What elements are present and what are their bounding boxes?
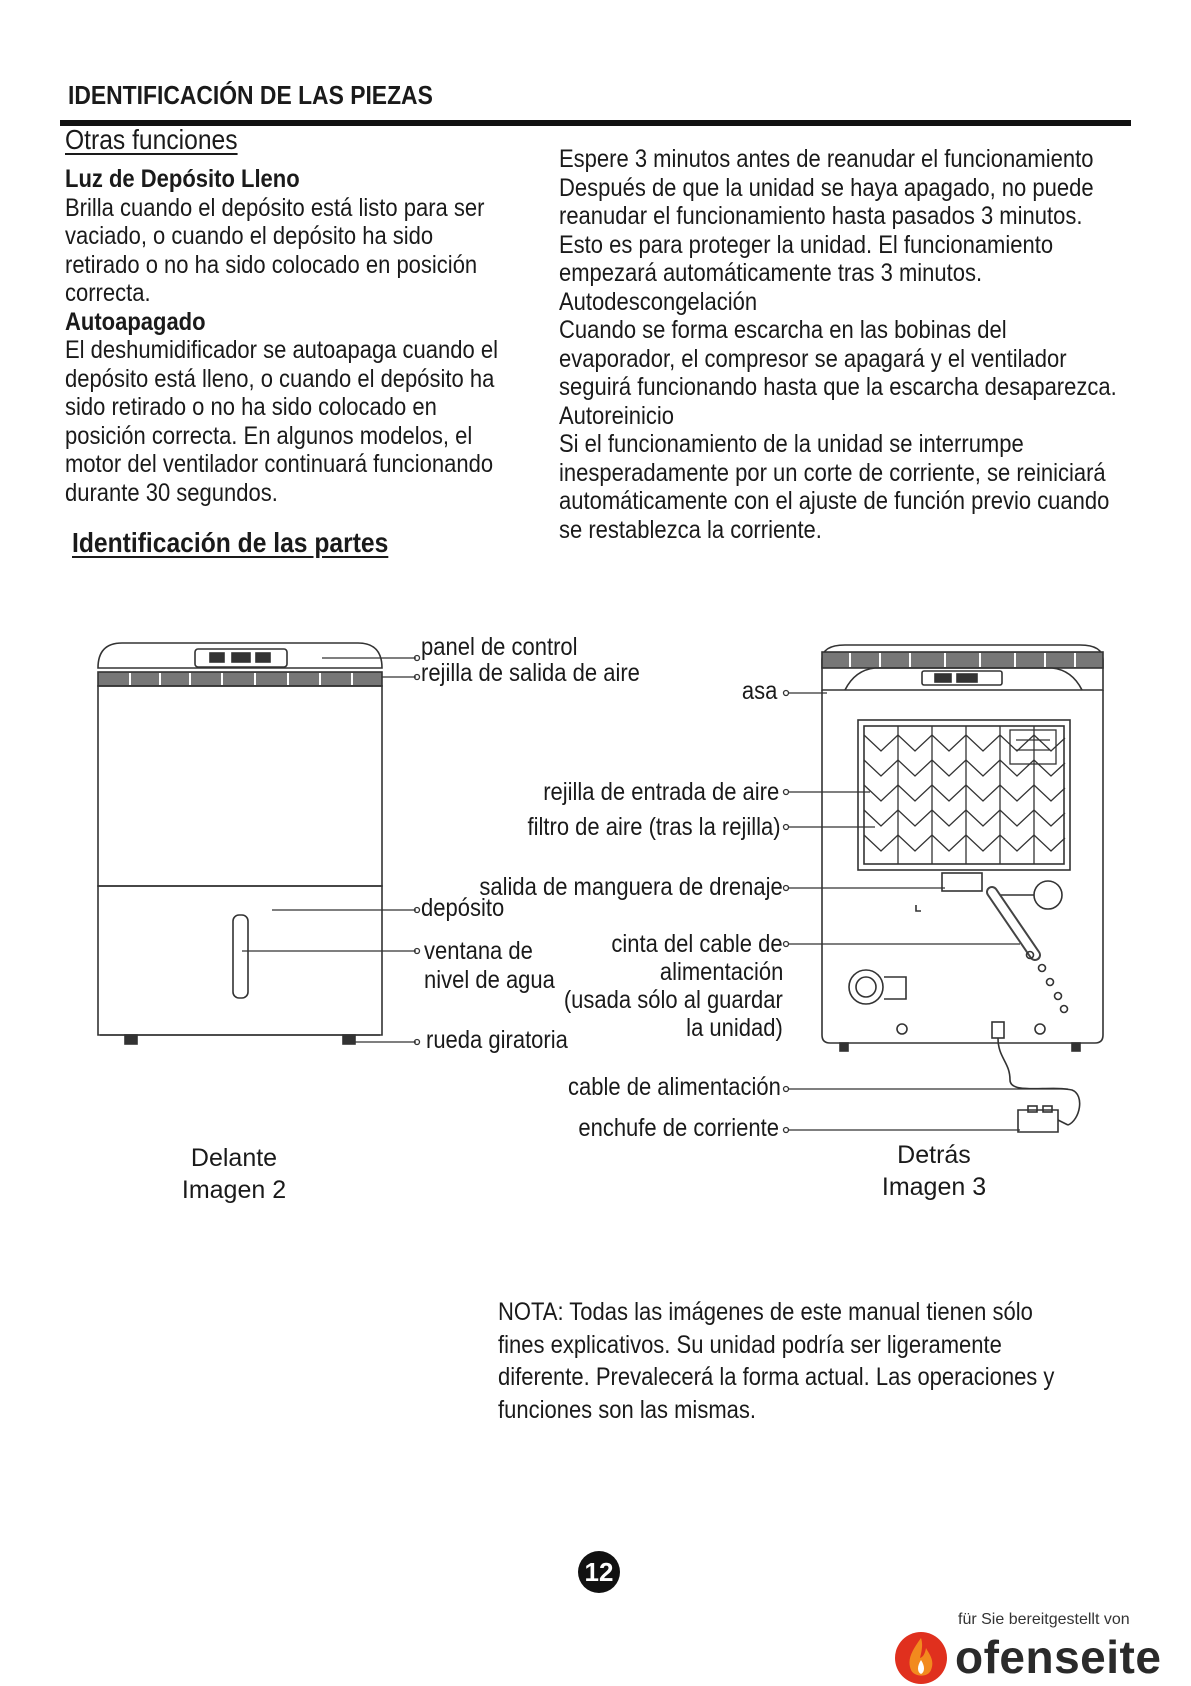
caption-back-line2: Imagen 3 xyxy=(881,1173,987,1201)
text-line: Brilla cuando el depósito está listo para ser xyxy=(65,193,485,222)
label-rejilla-entrada-aire: rejilla de entrada de aire xyxy=(542,778,779,806)
text-line: motor del ventilador continuará funcionando xyxy=(65,450,494,478)
note-line: fines explicativos. Su unidad podría ser ligeramente xyxy=(498,1330,1002,1359)
subheading-autoapagado: Autoapagado xyxy=(65,307,206,336)
text-line: posición correcta. En algunos modelos, el xyxy=(65,421,473,450)
caption-front-line1: Delante xyxy=(190,1144,278,1172)
flame-icon xyxy=(893,1630,949,1686)
brand-logo-text: ofenseite xyxy=(955,1631,1162,1683)
text-line: inesperadamente por un corte de corriente, se reiniciará xyxy=(559,458,1106,487)
text-line: El deshumidificador se autoapaga cuando el xyxy=(65,336,498,364)
front-dehumidifier-drawing xyxy=(98,643,382,1044)
text-line: sido retirado o no ha sido colocado en xyxy=(65,393,437,421)
text-line: vaciado, o cuando el depósito ha sido xyxy=(65,222,434,250)
text-line: Después de que la unidad se haya apagado, no puede xyxy=(559,173,1094,202)
text-line: Autodescongelación xyxy=(559,287,758,316)
text-line: automáticamente con el ajuste de función previo cuando xyxy=(559,487,1110,515)
label-deposito: depósito xyxy=(421,894,505,922)
text-line: empezará automáticamente tras 3 minutos. xyxy=(559,259,983,287)
label-rejilla-salida-aire: rejilla de salida de aire xyxy=(421,659,640,687)
text-line: Si el funcionamiento de la unidad se interrumpe xyxy=(559,430,1024,458)
label-asa: asa xyxy=(741,677,777,705)
label-panel-de-control: panel de control xyxy=(421,633,578,661)
note-line: diferente. Prevalecerá la forma actual. Las operaciones y xyxy=(498,1363,1055,1391)
note-line: NOTA: Todas las imágenes de este manual tienen sólo xyxy=(498,1298,1033,1326)
note-paragraph xyxy=(498,1296,1054,1426)
label-rueda-giratoria: rueda giratoria xyxy=(426,1026,568,1054)
text-line: reanudar el funcionamiento hasta pasados 3 minutos. xyxy=(559,202,1083,230)
section-title-identificacion-partes: Identificación de las partes xyxy=(72,527,389,558)
label-cable-alimentacion: cable de alimentación xyxy=(568,1073,781,1101)
label-enchufe: enchufe de corriente xyxy=(578,1114,779,1142)
subheading-luz-deposito: Luz de Depósito Lleno xyxy=(65,165,300,193)
label-cinta-cable-2: alimentación xyxy=(659,958,783,986)
text-line: evaporador, el compresor se apagará y el ventilador xyxy=(559,344,1067,373)
note-line: funciones son las mismas. xyxy=(498,1395,757,1424)
label-cinta-cable-1: cinta del cable de xyxy=(611,930,783,958)
text-line: depósito está lleno, o cuando el depósito ha xyxy=(65,364,495,393)
text-line: Autoreinicio xyxy=(559,401,674,430)
text-line: seguirá funcionando hasta que la escarcha desaparezca. xyxy=(559,373,1117,401)
text-line: retirado o no ha sido colocado en posición xyxy=(65,250,478,279)
text-line: Espere 3 minutos antes de reanudar el funcionamiento xyxy=(559,145,1094,173)
label-ventana-nivel-2: nivel de agua xyxy=(424,966,555,994)
label-cinta-cable-4: la unidad) xyxy=(686,1014,783,1042)
text-line: Cuando se forma escarcha en las bobinas del xyxy=(559,316,1007,344)
text-line: Esto es para proteger la unidad. El funcionamiento xyxy=(559,230,1054,259)
text-line: se restablezca la corriente. xyxy=(559,515,822,544)
section-title-otras-funciones: Otras funciones xyxy=(65,124,238,155)
caption-front xyxy=(134,1142,334,1206)
caption-front-line2: Imagen 2 xyxy=(181,1176,287,1204)
text-line: correcta. xyxy=(65,279,151,307)
page-heading: IDENTIFICACIÓN DE LAS PIEZAS xyxy=(68,80,433,110)
label-ventana-nivel-1: ventana de xyxy=(424,937,533,965)
text-line: durante 30 segundos. xyxy=(65,478,278,507)
brand-tagline: für Sie bereitgestellt von xyxy=(958,1611,1130,1628)
page-number: 12 xyxy=(578,1551,620,1593)
caption-back xyxy=(834,1139,1034,1203)
caption-back-line1: Detrás xyxy=(897,1141,971,1169)
label-filtro-aire: filtro de aire (tras la rejilla) xyxy=(527,813,781,841)
label-salida-manguera: salida de manguera de drenaje xyxy=(479,873,783,901)
label-cinta-cable-3: (usada sólo al guardar xyxy=(564,986,783,1014)
